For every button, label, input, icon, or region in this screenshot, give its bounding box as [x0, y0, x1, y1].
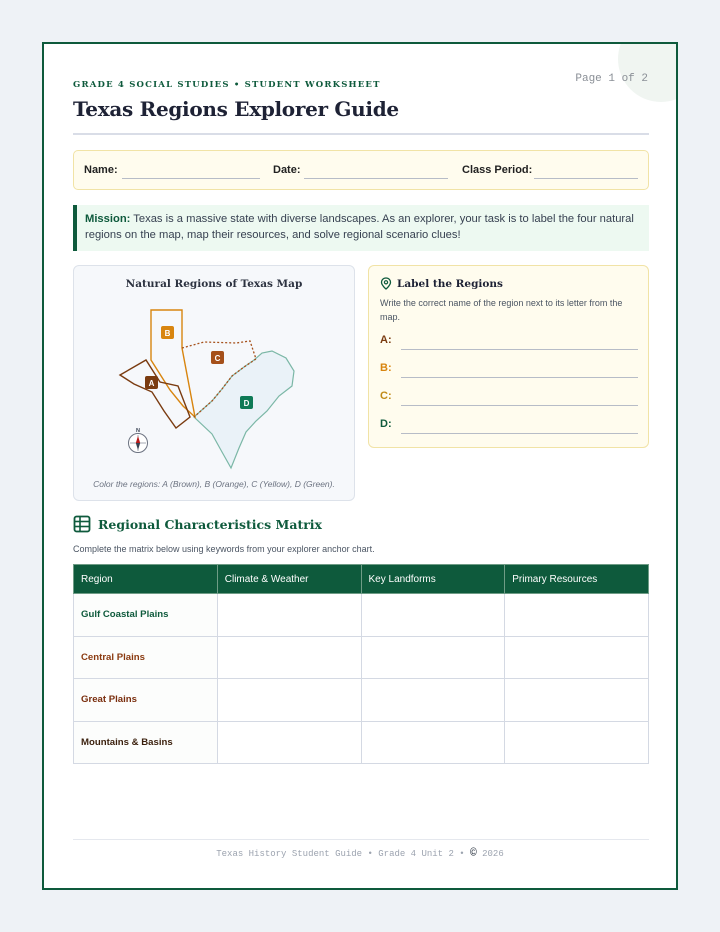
- matrix-title: Regional Characteristics Matrix: [98, 516, 323, 532]
- date-field[interactable]: [304, 178, 448, 179]
- page-footer: [44, 848, 676, 860]
- worksheet-eyebrow: GRADE 4 SOCIAL STUDIES • STUDENT WORKSHEET: [73, 80, 381, 90]
- marker-a: [145, 376, 158, 389]
- matrix-header-resources: Primary Resources: [505, 565, 649, 594]
- label-letter-d: D:: [380, 418, 392, 430]
- marker-d-letter: D: [243, 399, 250, 408]
- label-letter-c: C:: [380, 390, 392, 402]
- copyright-icon: ©: [470, 848, 477, 860]
- label-row-d: [380, 418, 638, 436]
- climate-cell[interactable]: [217, 679, 361, 722]
- landforms-cell[interactable]: [361, 594, 505, 637]
- climate-cell[interactable]: [217, 594, 361, 637]
- climate-cell[interactable]: [217, 636, 361, 679]
- map-caption: Color the regions: A (Brown), B (Orange), C (Yellow), D (Green).: [93, 479, 335, 489]
- student-info-box: [73, 150, 649, 190]
- matrix-header-region: Region: [74, 565, 218, 594]
- date-label: Date:: [273, 164, 301, 176]
- characteristics-matrix: [73, 564, 649, 764]
- mission-label: Mission:: [85, 213, 131, 225]
- compass-north-label: N: [136, 428, 140, 434]
- landforms-cell[interactable]: [361, 679, 505, 722]
- name-label: Name:: [84, 164, 118, 176]
- footer-text: Texas History Student Guide • Grade 4 Unit 2 •: [216, 849, 465, 859]
- label-row-b: [380, 362, 638, 380]
- label-field-d[interactable]: [401, 433, 638, 434]
- map-title: Natural Regions of Texas Map: [125, 278, 303, 290]
- label-regions-description: Write the correct name of the region next to its letter from the map.: [380, 298, 623, 322]
- matrix-heading: [73, 515, 322, 533]
- label-field-c[interactable]: [401, 405, 638, 406]
- mission-callout: [73, 205, 649, 251]
- label-regions-heading: [380, 277, 503, 290]
- region-name-cell: Central Plains: [74, 636, 218, 679]
- mission-text: Texas is a massive state with diverse landscapes. As an explorer, your task is to label the four natural regions on the map, map their resources, and solve regional scenario clues!: [85, 213, 634, 241]
- matrix-header-climate: Climate & Weather: [217, 565, 361, 594]
- label-letter-a: A:: [380, 334, 392, 346]
- matrix-subtitle: Complete the matrix below using keywords from your explorer anchor chart.: [73, 544, 375, 554]
- texas-regions-map: [74, 266, 356, 502]
- region-a-shape: [120, 360, 190, 428]
- matrix-header-landforms: Key Landforms: [361, 565, 505, 594]
- title-divider: [73, 133, 649, 135]
- region-d-shape: [194, 351, 294, 468]
- matrix-header-row: [74, 565, 649, 594]
- landforms-cell[interactable]: [361, 636, 505, 679]
- region-name-cell: Gulf Coastal Plains: [74, 594, 218, 637]
- label-letter-b: B:: [380, 362, 392, 374]
- label-field-b[interactable]: [401, 377, 638, 378]
- footer-divider: [73, 839, 649, 840]
- class-period-field[interactable]: [534, 178, 638, 179]
- label-row-a: [380, 334, 638, 352]
- resources-cell[interactable]: [505, 636, 649, 679]
- table-row: [74, 594, 649, 637]
- corner-decoration: [618, 42, 678, 102]
- page-title: Texas Regions Explorer Guide: [73, 97, 399, 121]
- marker-c-letter: C: [214, 354, 221, 363]
- label-regions-card: [368, 265, 649, 448]
- class-period-label: Class Period:: [462, 164, 533, 176]
- table-row: [74, 721, 649, 764]
- region-name-cell: Great Plains: [74, 679, 218, 722]
- table-row: [74, 636, 649, 679]
- compass-icon: [129, 428, 148, 453]
- marker-d: [240, 396, 253, 409]
- worksheet-page: [42, 42, 678, 890]
- landforms-cell[interactable]: [361, 721, 505, 764]
- marker-b-letter: B: [164, 329, 171, 338]
- label-regions-title: Label the Regions: [397, 277, 503, 290]
- map-card: [73, 265, 355, 501]
- resources-cell[interactable]: [505, 594, 649, 637]
- page-number: Page 1 of 2: [575, 73, 648, 85]
- table-row: [74, 679, 649, 722]
- marker-b: [161, 326, 174, 339]
- map-pin-icon: [380, 277, 392, 290]
- table-grid-icon: [73, 515, 91, 533]
- label-row-c: [380, 390, 638, 408]
- climate-cell[interactable]: [217, 721, 361, 764]
- footer-year: 2026: [482, 849, 504, 859]
- marker-c: [211, 351, 224, 364]
- resources-cell[interactable]: [505, 679, 649, 722]
- name-field[interactable]: [122, 178, 260, 179]
- resources-cell[interactable]: [505, 721, 649, 764]
- marker-a-letter: A: [148, 379, 155, 388]
- region-name-cell: Mountains & Basins: [74, 721, 218, 764]
- label-field-a[interactable]: [401, 349, 638, 350]
